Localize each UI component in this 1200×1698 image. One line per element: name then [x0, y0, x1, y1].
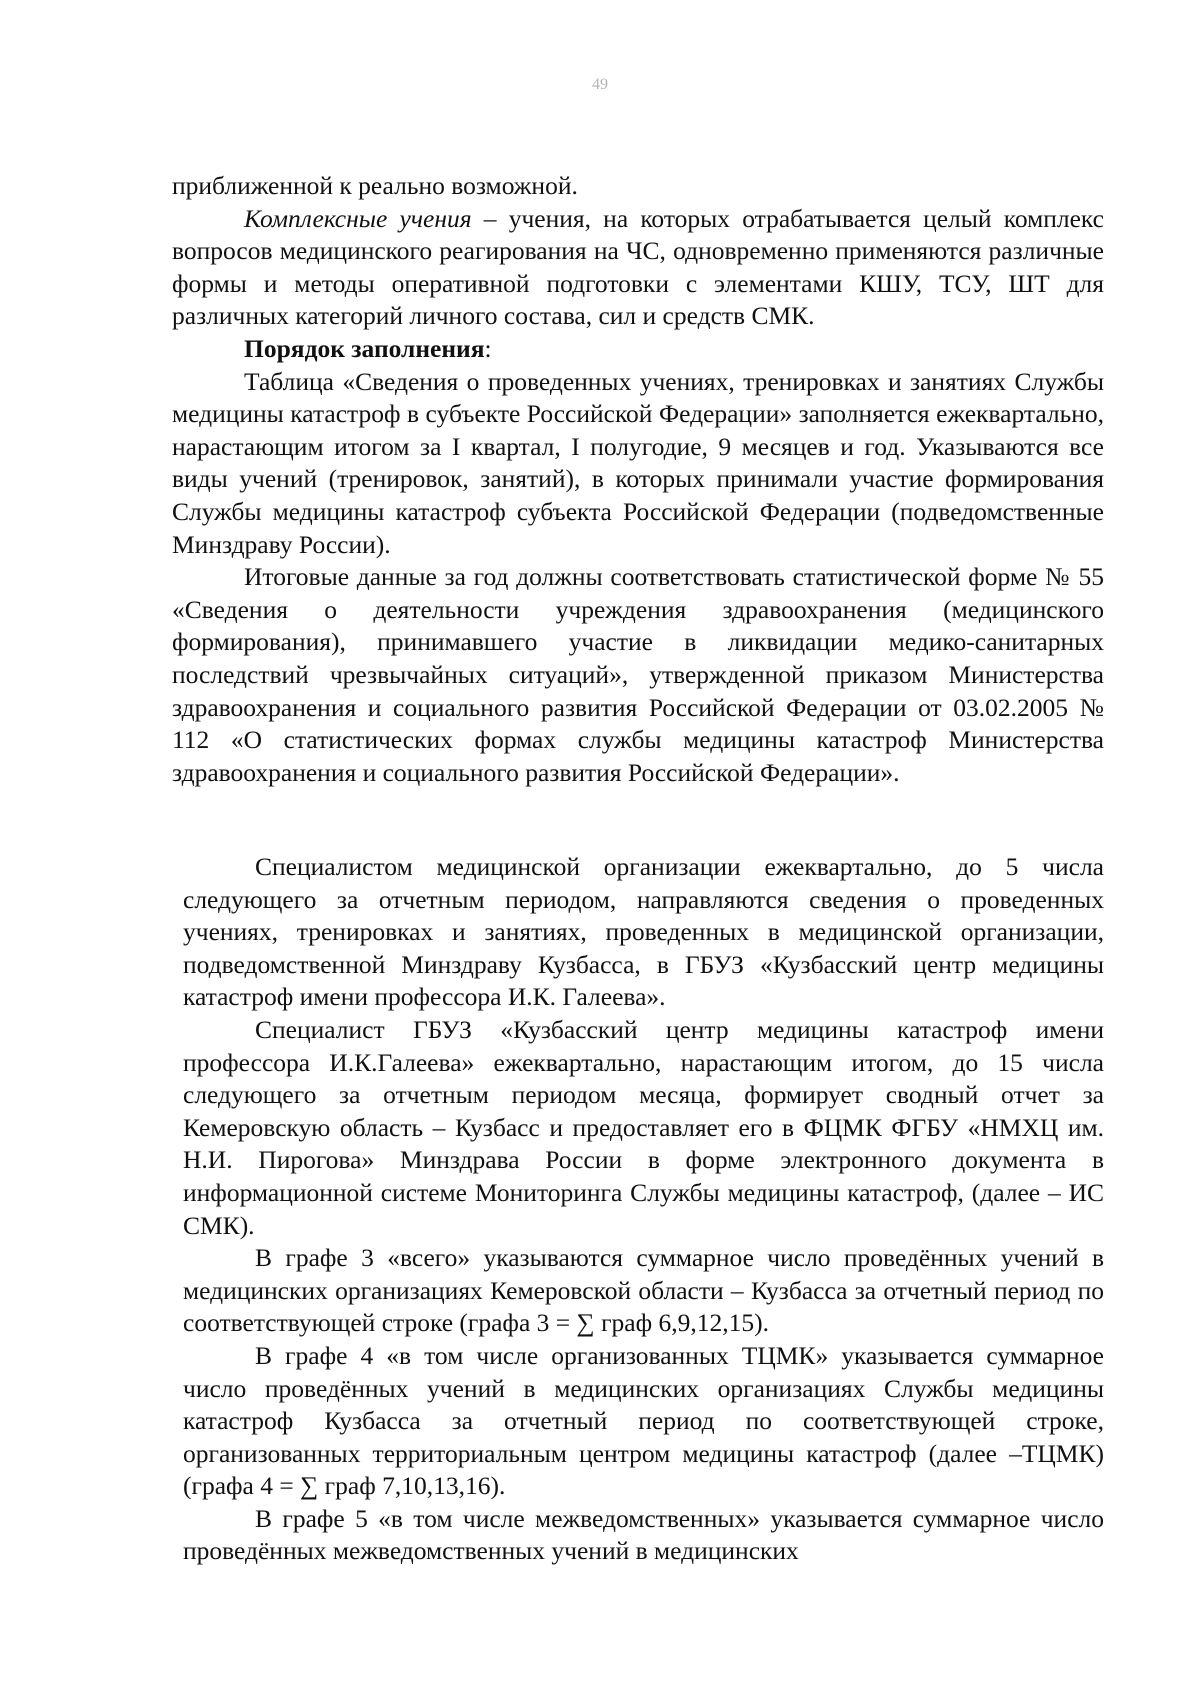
- document-body-upper: [172, 170, 1104, 789]
- paragraph-column-5: В графе 5 «в том числе межведомственных» указывается суммарное число проведённых межведомственных учений в медицинских: [183, 1503, 1104, 1566]
- page-number: 49: [592, 76, 608, 93]
- paragraph-continuation: приближенной к реально возможной.: [172, 171, 578, 200]
- paragraph-organization-specialist: Специалистом медицинской организации ежеквартально, до 5 числа следующего за отчетным периодом, направляются сведения о проведенных учениях, тренировках и занятиях, проведенных в медицинской организации, подведомственной Минздраву Кузбасса, в ГБУЗ «Кузбасский центр медицины катастроф имени профессора И.К. Галеева».: [183, 852, 1104, 1012]
- paragraph-column-3: В графе 3 «всего» указываются суммарное число проведённых учений в медицинских организациях Кемеровской области – Кузбасса за отчетный период по соответствующей строке (графа 3 = ∑ граф 6,9,12,15).: [183, 1243, 1104, 1338]
- section-heading: [172, 333, 1104, 366]
- paragraph-complex-exercises: [172, 203, 1104, 333]
- heading-colon: :: [484, 333, 492, 363]
- paragraph-column-4: В графе 4 «в том числе организованных ТЦМК» указывается суммарное число проведённых учений в медицинских организациях Службы медицины катастроф Кузбасса за отчетный период по соответствующей строке, организованных территориальным центром медицины катастроф (далее –ТЦМК) (графа 4 = ∑ граф 7,10,13,16).: [183, 1340, 1104, 1501]
- heading-filling-order: Порядок заполнения: [244, 333, 485, 363]
- paragraph-annual-totals: Итоговые данные за год должны соответствовать статистической форме № 55 «Сведения о деятельности учреждения здравоохранения (медицинского формирования), принимавшего участие в ликвидации медико-санитарных последствий чрезвычайных ситуаций», утвержденной приказом Министерства здравоохранения и социального развития Российской Федерации от 03.02.2005 № 112 «О статистических формах службы медицины катастроф Министерства здравоохранения и социального развития Российской Федерации».: [172, 562, 1104, 787]
- definition-complex-exercises: – учения, на которых отрабатывается целый комплекс вопросов медицинского реагирования на ЧС, одновременно применяются различные формы и методы оперативной подготовки с элементами КШУ, ТСУ, ШТ для различных категорий личного состава, сил и средств СМК.: [172, 203, 1104, 331]
- paragraph-table-description: Таблица «Сведения о проведенных учениях, тренировках и занятиях Службы медицины катастроф в субъекте Российской Федерации» заполняется ежеквартально, нарастающим итогом за I квартал, I полугодие, 9 месяцев и год. Указываются все виды учений (тренировок, занятий), в которых принимали участие формирования Службы медицины катастроф субъекта Российской Федерации (подведомственные Минздраву России).: [172, 366, 1104, 559]
- paragraph-center-specialist: Специалист ГБУЗ «Кузбасский центр медицины катастроф имени профессора И.К.Галеева» ежеквартально, нарастающим итогом, до 15 числа следующего за отчетным периодом месяца, формирует сводный отчет за Кемеровскую область – Кузбасс и предоставляет его в ФЦМК ФГБУ «НМХЦ им. Н.И. Пирогова» Минздрава России в форме электронного документа в информационной системе Мониторинга Службы медицины катастроф, (далее – ИС СМК).: [183, 1014, 1104, 1240]
- term-complex-exercises: Комплексные учения: [244, 203, 472, 233]
- document-body-lower: [183, 851, 1104, 1568]
